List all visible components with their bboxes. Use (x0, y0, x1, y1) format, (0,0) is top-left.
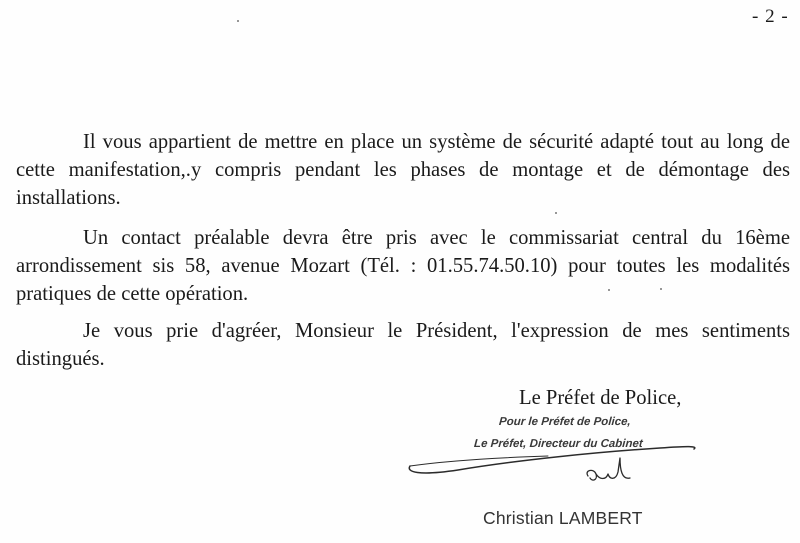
paragraph-contact: Un contact préalable devra être pris avec le commissariat central du 16ème arrondissement sis 58, avenue Mozart (Tél. : 01.55.74.50.10) pour toutes les modalités pratiques de cette opération. (16, 227, 790, 305)
paragraph-closing: Je vous prie d'agréer, Monsieur le Président, l'expression de mes sentiments distingués. (16, 320, 790, 370)
scan-speck (555, 212, 557, 214)
page-number: - 2 - (752, 6, 789, 27)
stamp-line-cabinet: Le Préfet, Directeur du Cabinet (473, 438, 644, 450)
stamp-line-delegation: Pour le Préfet de Police, (498, 416, 632, 428)
signer-name: Christian LAMBERT (483, 508, 643, 528)
handwritten-signature (398, 440, 728, 510)
scan-speck (660, 288, 662, 290)
scan-speck (608, 289, 610, 291)
scan-speck (237, 20, 239, 22)
signatory-title: Le Préfet de Police, (519, 387, 682, 409)
paragraph-security: Il vous appartient de mettre en place un système de sécurité adapté tout au long de cette manifestation,.y compris pendant les phases de montage et de démontage des installations. (16, 131, 790, 209)
